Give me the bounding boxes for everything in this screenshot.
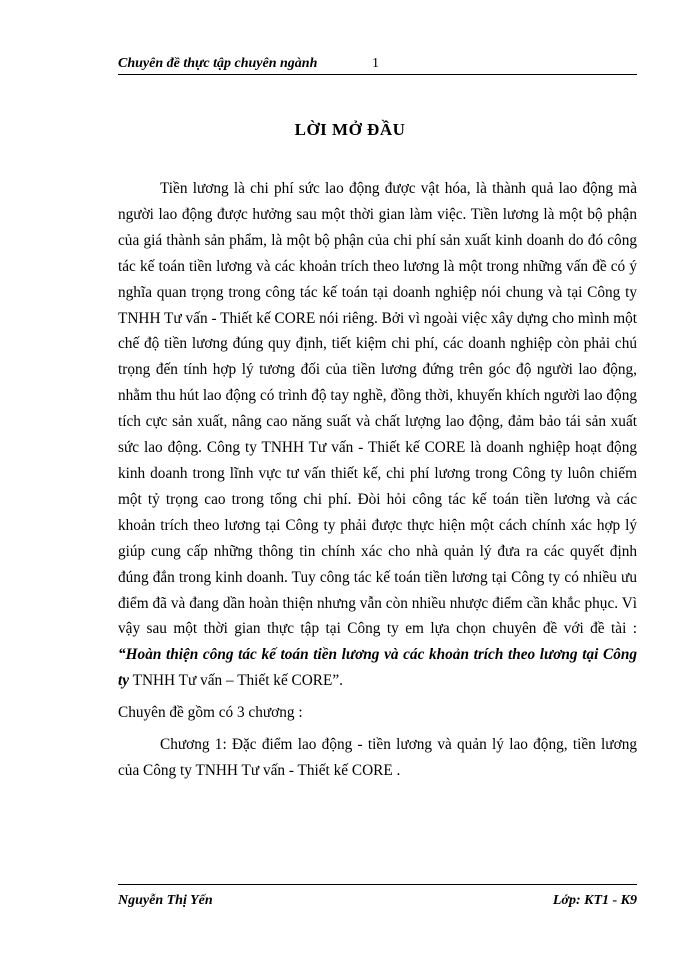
intro-text: Tiền lương là chi phí sức lao động được vật hóa, là thành quả lao động mà người lao động được hưởng sau một thời gian làm việc. Tiền lương là một bộ phận của giá thành sản phẩm, là một bộ phận của chi phí sản xuất kinh doanh do đó công tác kế toán tiền lương và các khoản trích theo lương là một trong những vấn đề có ý nghĩa quan trọng trong công tác kế toán tại doanh nghiệp nói chung và tại Công ty TNHH Tư vấn - Thiết kế CORE nói riêng. Bởi vì ngoài việc xây dựng cho mình một chế độ tiền lương đúng quy định, tiết kiệm chi phí, các doanh nghiệp còn phải chú trọng đến tính hợp lý tương đối của tiền lương đứng trên góc độ người lao động, nhằm thu hút lao động có trình độ tay nghề, đồng thời, khuyến khích người lao động tích cực sản xuất, nâng cao năng suất và chất lượng lao động, đảm bảo tái sản xuất sức lao động. Công ty TNHH Tư vấn - Thiết kế CORE là doanh nghiệp hoạt động kinh doanh trong lĩnh vực tư vấn thiết kế, chi phí lương trong Công ty luôn chiếm một tỷ trọng cao trong tổng chi phí. Đòi hỏi công tác kế toán tiền lương và các khoản trích theo lương tại Công ty phải được thực hiện một cách chính xác hợp lý giúp cung cấp những thông tin chính xác cho nhà quản lý đưa ra các quyết định đúng đắn trong kinh doanh. Tuy công tác kế toán tiền lương tại Công ty có nhiều ưu điểm đã và đang dần hoàn thiện nhưng vẫn còn nhiều nhược điểm cần khắc phục. Vì vậy sau một thời gian thực tập tại Công ty em lựa chọn chuyên đề với đề tài : <box>118 180 637 638</box>
page-number: 1 <box>372 56 379 71</box>
chapters-intro: Chuyên đề gồm có 3 chương : <box>118 704 303 722</box>
topic-company: TNHH Tư vấn – Thiết kế CORE”. <box>129 672 343 690</box>
page-header <box>118 56 637 75</box>
chapter-1-paragraph: Chương 1: Đặc điểm lao động - tiền lương và quản lý lao động, tiền lương của Công ty TNHH Tư vấn - Thiết kế CORE . <box>118 736 637 779</box>
topic-title: “Hoàn thiện công tác kế toán tiền lương và các khoản trích theo lương tại Công ty <box>118 646 637 690</box>
footer-class: Lớp: KT1 - K9 <box>552 893 637 908</box>
page-footer <box>118 884 637 913</box>
document-title: LỜI MỞ ĐẦU <box>294 120 406 139</box>
header-course-title: Chuyên đề thực tập chuyên ngành <box>118 56 318 71</box>
document-body <box>118 176 637 784</box>
intro-paragraph <box>118 176 637 694</box>
footer-author: Nguyễn Thị Yến <box>118 893 213 908</box>
